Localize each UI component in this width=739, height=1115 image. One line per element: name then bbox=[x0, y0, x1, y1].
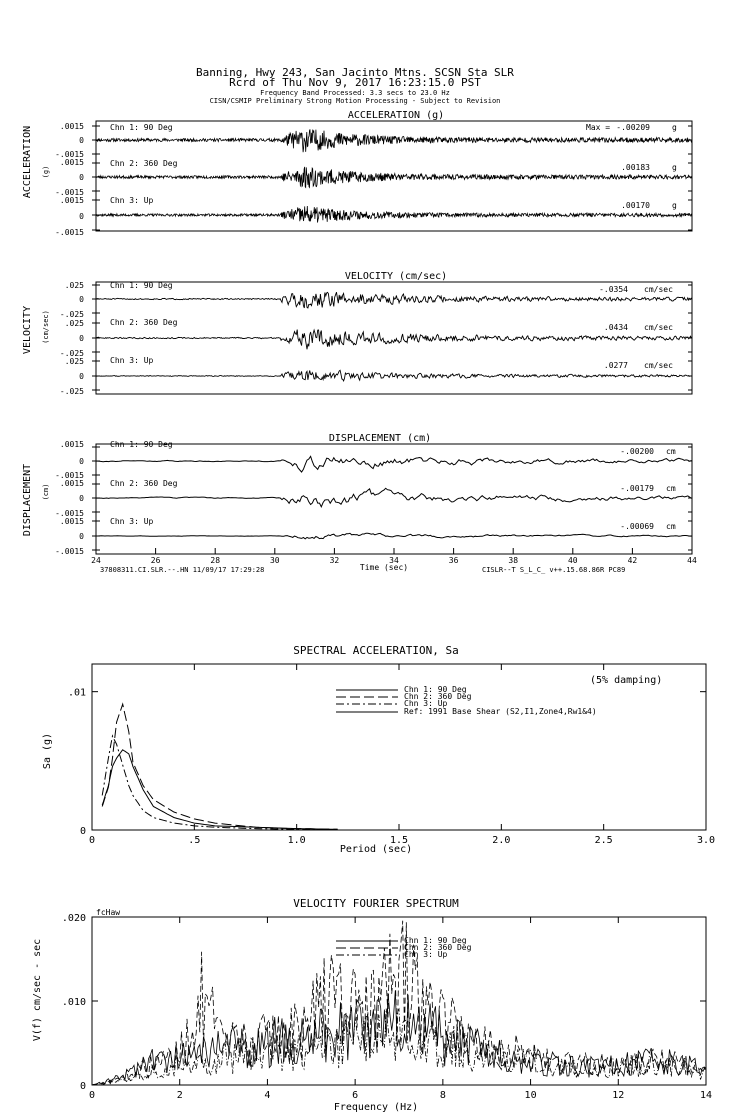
x-tick-label: 6 bbox=[352, 1090, 359, 1101]
velocity-channel-2 bbox=[60, 318, 692, 358]
peak-unit: cm bbox=[666, 447, 676, 456]
y-tick-top: .0015 bbox=[59, 158, 84, 167]
y-tick-bottom: -.0015 bbox=[55, 471, 84, 480]
velocity-trace-chn1 bbox=[96, 292, 691, 308]
header-processing-note: CISN/CSMIP Preliminary Strong Motion Processing - Subject to Revision bbox=[209, 97, 501, 105]
x-tick-label: 10 bbox=[524, 1090, 537, 1101]
x-tick-label: 2.0 bbox=[492, 835, 511, 846]
spectral-acceleration-chart bbox=[42, 644, 715, 855]
channel-name: Chn 3: Up bbox=[110, 196, 154, 205]
velocity-trace-chn3 bbox=[96, 370, 691, 381]
y-tick-bottom: -.025 bbox=[59, 349, 84, 358]
peak-unit: cm/sec bbox=[644, 285, 673, 294]
fourier-frame bbox=[92, 917, 706, 1085]
peak-value: -.0354 bbox=[599, 285, 628, 294]
displacement-trace-chn3 bbox=[96, 533, 691, 539]
time-tick-label: 38 bbox=[508, 556, 519, 565]
y-tick-zero: 0 bbox=[79, 136, 84, 145]
time-tick-label: 36 bbox=[448, 556, 459, 565]
channel-name: Chn 1: 90 Deg bbox=[110, 123, 173, 132]
time-axis-label: Time (sec) bbox=[359, 563, 409, 572]
peak-value: .0434 bbox=[603, 323, 628, 332]
acceleration-channel-1 bbox=[55, 122, 692, 159]
legend-ref: Ref: 1991 Base Shear (S2,I1,Zone4,Rw1&4) bbox=[404, 707, 597, 716]
spectral-title: SPECTRAL ACCELERATION, Sa bbox=[293, 644, 459, 657]
legend-chn2: Chn 2: 360 Deg bbox=[404, 692, 472, 701]
x-tick-label: 4 bbox=[264, 1090, 271, 1101]
footer-right-id: CISLR--T S_L_C_ v++.15.68.86R PC89 bbox=[482, 566, 626, 574]
y-tick-zero: 0 bbox=[79, 295, 84, 304]
x-tick-label: 1.0 bbox=[287, 835, 306, 846]
x-tick-label: 3.0 bbox=[696, 835, 716, 846]
spectral-series bbox=[102, 704, 337, 830]
y-tick-label: .020 bbox=[61, 913, 86, 924]
y-tick-bottom: -.0015 bbox=[55, 547, 84, 556]
x-tick-label: 1.5 bbox=[389, 835, 409, 846]
y-tick-label: 0 bbox=[79, 826, 86, 837]
peak-value: -.00200 bbox=[620, 447, 654, 456]
spectral-frame bbox=[92, 664, 706, 830]
y-tick-bottom: -.025 bbox=[59, 310, 84, 319]
y-tick-top: .0015 bbox=[59, 440, 84, 449]
channel-name: Chn 3: Up bbox=[110, 517, 154, 526]
channel-name: Chn 2: 360 Deg bbox=[110, 479, 178, 488]
series-line-1 bbox=[92, 991, 706, 1086]
legend-chn1: Chn 1: 90 Deg bbox=[404, 936, 467, 945]
y-tick-zero: 0 bbox=[79, 457, 84, 466]
displacement-channel-1 bbox=[55, 440, 692, 480]
y-tick-zero: 0 bbox=[79, 212, 84, 221]
x-tick-label: 8 bbox=[439, 1090, 446, 1101]
velocity-trace-chn2 bbox=[96, 330, 691, 350]
velocity-panel bbox=[22, 271, 692, 396]
channel-name: Chn 1: 90 Deg bbox=[110, 440, 173, 449]
time-tick-label: 24 bbox=[91, 556, 101, 565]
header-record-time: Rcrd of Thu Nov 9, 2017 16:23:15.0 PST bbox=[229, 76, 481, 89]
channel-name: Chn 1: 90 Deg bbox=[110, 281, 173, 290]
channel-name: Chn 2: 360 Deg bbox=[110, 318, 178, 327]
acceleration-unit-label: (g) bbox=[42, 165, 50, 179]
header-station-title: Banning, Hwy 243, San Jacinto Mtns. SCSN Sta SLR bbox=[196, 66, 514, 79]
y-tick-zero: 0 bbox=[79, 173, 84, 182]
time-tick-label: 42 bbox=[627, 556, 638, 565]
y-tick-bottom: -.025 bbox=[59, 387, 84, 396]
acceleration-side-label: ACCELERATION bbox=[22, 125, 33, 199]
fourier-spectrum-chart bbox=[32, 897, 712, 1113]
peak-unit: cm bbox=[666, 522, 676, 531]
fourier-corner-label: fcHaw bbox=[96, 908, 121, 917]
spectral-legend bbox=[336, 685, 597, 716]
velocity-unit-label: (cm/sec) bbox=[42, 310, 50, 344]
y-tick-bottom: -.0015 bbox=[55, 188, 84, 197]
footer-left-id: 37808311.CI.SLR.--.HN 11/09/17 17:29:28 bbox=[100, 566, 265, 574]
spectral-ylabel: Sa (g) bbox=[42, 732, 53, 770]
velocity-title: VELOCITY (cm/sec) bbox=[344, 271, 448, 282]
fourier-ylabel: V(f) cm/sec - sec bbox=[32, 938, 43, 1042]
displacement-trace-chn2 bbox=[96, 488, 691, 507]
y-tick-top: .025 bbox=[64, 319, 84, 328]
time-tick-label: 40 bbox=[567, 556, 578, 565]
y-tick-top: .0015 bbox=[59, 122, 84, 131]
channel-name: Chn 2: 360 Deg bbox=[110, 159, 178, 168]
acceleration-trace-chn1 bbox=[96, 129, 692, 152]
y-tick-zero: 0 bbox=[79, 494, 84, 503]
y-tick-label: .01 bbox=[67, 687, 86, 699]
peak-value: -.00179 bbox=[620, 484, 654, 493]
y-tick-zero: 0 bbox=[79, 334, 84, 343]
x-tick-label: 2 bbox=[176, 1090, 183, 1101]
time-tick-label: 32 bbox=[329, 556, 340, 565]
x-tick-label: .5 bbox=[188, 835, 201, 846]
legend-chn1: Chn 1: 90 Deg bbox=[404, 685, 467, 694]
x-tick-label: 12 bbox=[612, 1090, 625, 1101]
velocity-side-label: VELOCITY bbox=[22, 305, 33, 355]
peak-unit: cm/sec bbox=[644, 361, 673, 370]
y-tick-top: .0015 bbox=[59, 517, 84, 526]
time-tick-label: 30 bbox=[269, 556, 280, 565]
fourier-title: VELOCITY FOURIER SPECTRUM bbox=[293, 897, 459, 910]
series-line-1 bbox=[102, 750, 337, 830]
series-line-2 bbox=[92, 921, 706, 1085]
peak-unit: cm bbox=[666, 484, 676, 493]
displacement-trace-chn1 bbox=[96, 456, 691, 472]
time-tick-label: 26 bbox=[150, 556, 161, 565]
spectral-axes bbox=[68, 664, 715, 846]
legend-chn3: Chn 3: Up bbox=[404, 699, 448, 708]
displacement-channel-3 bbox=[55, 517, 692, 556]
peak-unit: g bbox=[672, 201, 677, 210]
y-tick-bottom: -.0015 bbox=[55, 228, 84, 237]
x-tick-label: 0 bbox=[88, 1090, 96, 1101]
y-tick-top: .0015 bbox=[59, 479, 84, 488]
x-tick-label: 0 bbox=[88, 835, 96, 846]
y-tick-bottom: -.0015 bbox=[55, 150, 84, 159]
acceleration-title: ACCELERATION (g) bbox=[347, 110, 445, 121]
peak-value: .00183 bbox=[621, 163, 650, 172]
series-line-2 bbox=[102, 704, 337, 829]
fourier-legend bbox=[336, 936, 472, 959]
peak-value: .0277 bbox=[603, 361, 628, 370]
fourier-xlabel: Frequency (Hz) bbox=[333, 1102, 419, 1113]
y-tick-bottom: -.0015 bbox=[55, 509, 84, 518]
velocity-channel-1 bbox=[60, 281, 692, 319]
time-tick-label: 28 bbox=[210, 556, 221, 565]
time-tick-label: 34 bbox=[389, 556, 399, 565]
velocity-channel-3 bbox=[60, 356, 692, 396]
peak-unit: g bbox=[672, 163, 677, 172]
header-frequency-band: Frequency Band Processed: 3.3 secs to 23.0 Hz bbox=[260, 89, 450, 97]
peak-value: .00170 bbox=[621, 201, 650, 210]
y-tick-top: .025 bbox=[64, 357, 84, 366]
channel-name: Chn 3: Up bbox=[110, 356, 154, 365]
y-tick-top: .0015 bbox=[59, 196, 84, 205]
peak-unit: g bbox=[672, 123, 677, 132]
peak-value: -.00209 bbox=[616, 123, 650, 132]
acceleration-trace-chn3 bbox=[96, 206, 692, 223]
spectral-xlabel: Period (sec) bbox=[339, 844, 413, 855]
acceleration-channel-2 bbox=[55, 158, 692, 197]
y-tick-top: .025 bbox=[64, 281, 84, 290]
x-tick-label: 2.5 bbox=[594, 835, 613, 846]
acceleration-trace-chn2 bbox=[96, 167, 692, 188]
y-tick-zero: 0 bbox=[79, 372, 84, 381]
displacement-side-label: DISPLACEMENT bbox=[22, 463, 33, 537]
y-tick-label: 0 bbox=[79, 1081, 86, 1092]
max-prefix: Max = bbox=[586, 123, 611, 132]
peak-unit: cm/sec bbox=[644, 323, 673, 332]
legend-chn2: Chn 2: 360 Deg bbox=[404, 943, 472, 952]
series-line-3 bbox=[102, 736, 337, 830]
spectral-damping-note: (5% damping) bbox=[590, 675, 663, 686]
displacement-title: DISPLACEMENT (cm) bbox=[328, 433, 432, 444]
displacement-unit-label: (cm) bbox=[42, 483, 50, 501]
displacement-channel-2 bbox=[55, 479, 692, 518]
displacement-panel bbox=[22, 433, 697, 574]
x-tick-label: 14 bbox=[699, 1090, 713, 1101]
acceleration-panel bbox=[22, 110, 692, 237]
peak-value: -.00069 bbox=[620, 522, 654, 531]
legend-chn3: Chn 3: Up bbox=[404, 950, 448, 959]
y-tick-label: .010 bbox=[61, 997, 86, 1008]
y-tick-zero: 0 bbox=[79, 532, 84, 541]
fourier-series bbox=[92, 921, 706, 1085]
time-tick-label: 44 bbox=[687, 556, 697, 565]
